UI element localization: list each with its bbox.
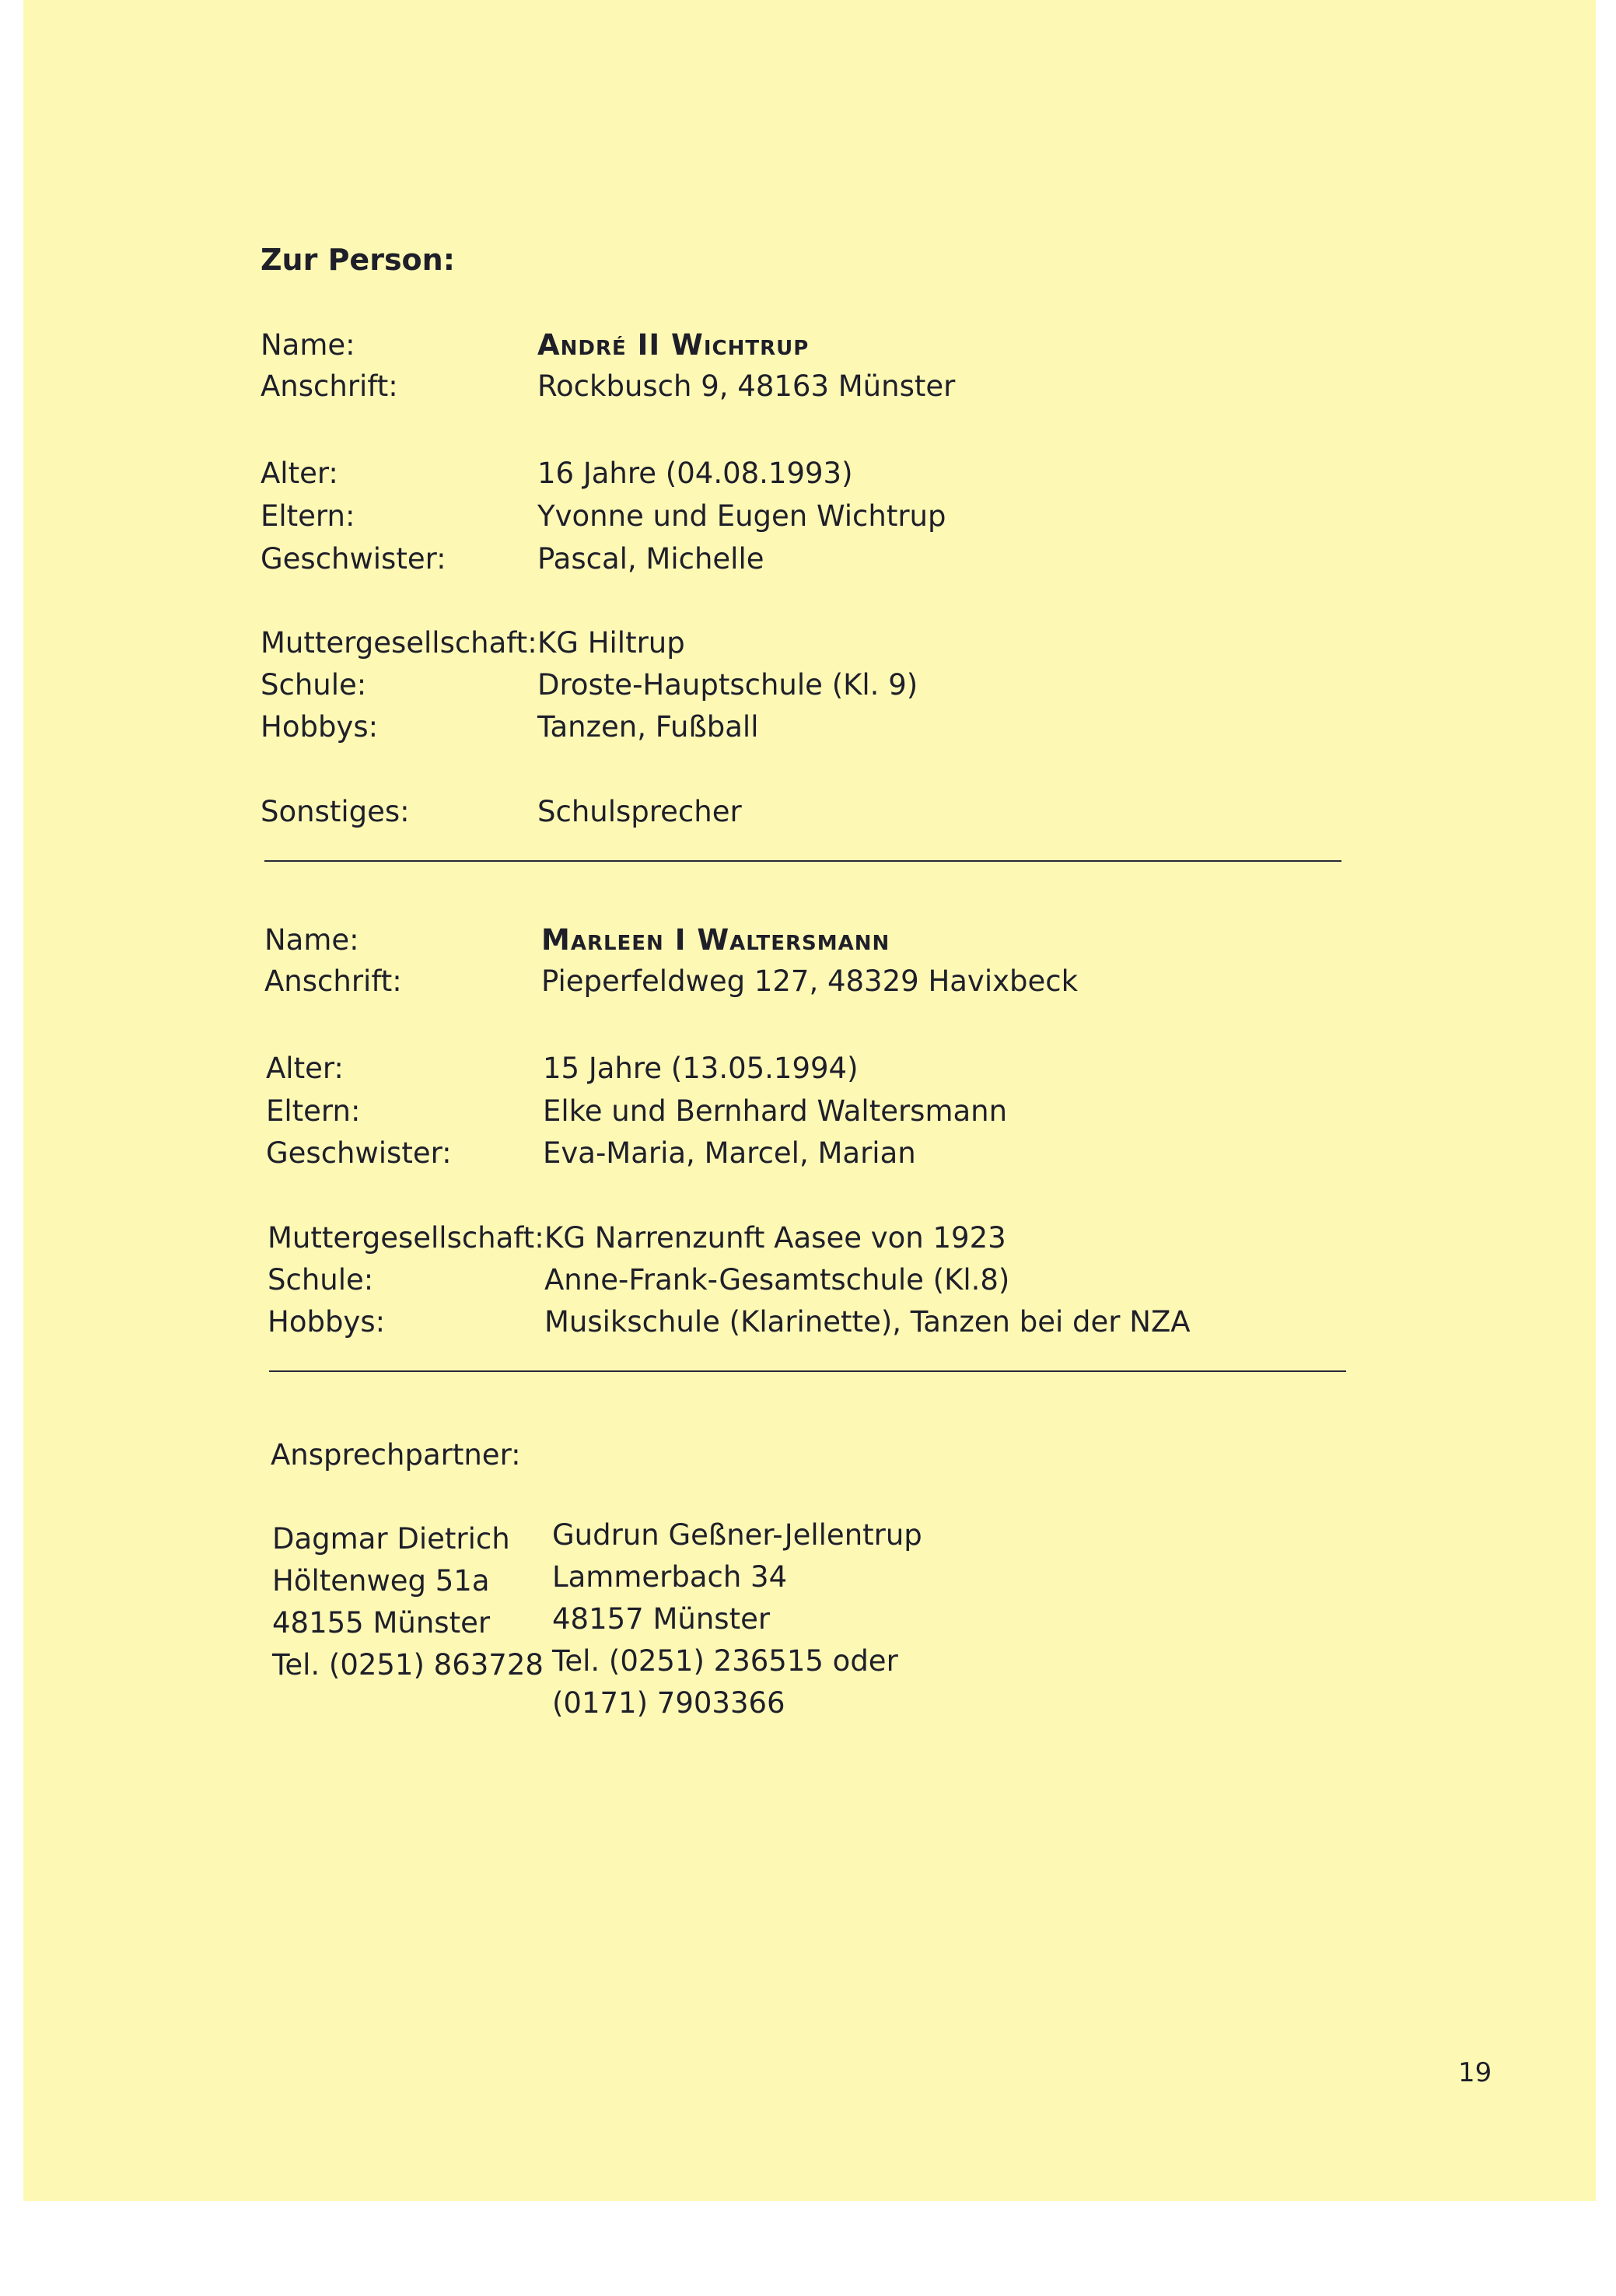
person-1-age: 16 Jahre (04.08.1993) [537,457,853,490]
contact-right-street: Lammerbach 34 [552,1560,788,1594]
address-label: Anschrift: [261,369,398,403]
hobbies-label: Hobbys: [268,1305,386,1339]
name-label: Name: [261,328,355,362]
contacts-label: Ansprechpartner: [271,1438,521,1472]
person-1-school: Droste-Hauptschule (Kl. 9) [537,668,918,702]
person-1-hobbies: Tanzen, Fußball [537,710,759,744]
other-label: Sonstiges: [261,795,410,828]
section-heading: Zur Person: [261,243,455,277]
person-2-siblings: Eva-Maria, Marcel, Marian [543,1136,916,1170]
age-label: Alter: [261,457,338,490]
address-label: Anschrift: [264,964,402,998]
contact-right-city: 48157 Münster [552,1602,771,1636]
person-1-name: André II Wichtrup [537,328,810,362]
person-1-parents: Yvonne und Eugen Wichtrup [537,499,946,533]
page-number: 19 [1458,2057,1492,2088]
person-1-siblings: Pascal, Michelle [537,542,764,576]
person-1-address: Rockbusch 9, 48163 Münster [537,369,956,403]
school-label: Schule: [261,668,367,702]
contact-right-phone-2: (0171) 7903366 [552,1686,785,1720]
name-label: Name: [264,923,359,957]
person-1-other: Schulsprecher [537,795,742,828]
contact-left-phone: Tel. (0251) 863728 [272,1648,544,1682]
person-2-society: KG Narrenzunft Aasee von 1923 [544,1221,1006,1255]
person-2-parents: Elke und Bernhard Waltersmann [543,1094,1008,1128]
school-label: Schule: [268,1263,374,1297]
contact-left-city: 48155 Münster [272,1606,491,1640]
person-2-name: Marleen I Waltersmann [541,923,890,957]
age-label: Alter: [266,1052,344,1085]
person-2-age: 15 Jahre (13.05.1994) [543,1052,859,1085]
person-2-address: Pieperfeldweg 127, 48329 Havixbeck [541,964,1079,998]
divider-2 [269,1370,1346,1372]
society-label: Muttergesellschaft: [268,1221,544,1255]
document-page [23,0,1596,2201]
person-1-society: KG Hiltrup [537,626,685,660]
divider-1 [264,860,1341,862]
person-2-school: Anne-Frank-Gesamtschule (Kl.8) [544,1263,1010,1297]
person-2-hobbies: Musikschule (Klarinette), Tanzen bei der NZA [544,1305,1191,1339]
siblings-label: Geschwister: [261,542,446,576]
society-label: Muttergesellschaft: [261,626,537,660]
parents-label: Eltern: [261,499,355,533]
hobbies-label: Hobbys: [261,710,379,744]
contact-right-name: Gudrun Geßner-Jellentrup [552,1518,922,1552]
siblings-label: Geschwister: [266,1136,452,1170]
parents-label: Eltern: [266,1094,361,1128]
contact-right-phone: Tel. (0251) 236515 oder [552,1644,898,1678]
contact-left-street: Höltenweg 51a [272,1564,490,1598]
contact-left-name: Dagmar Dietrich [272,1522,510,1556]
